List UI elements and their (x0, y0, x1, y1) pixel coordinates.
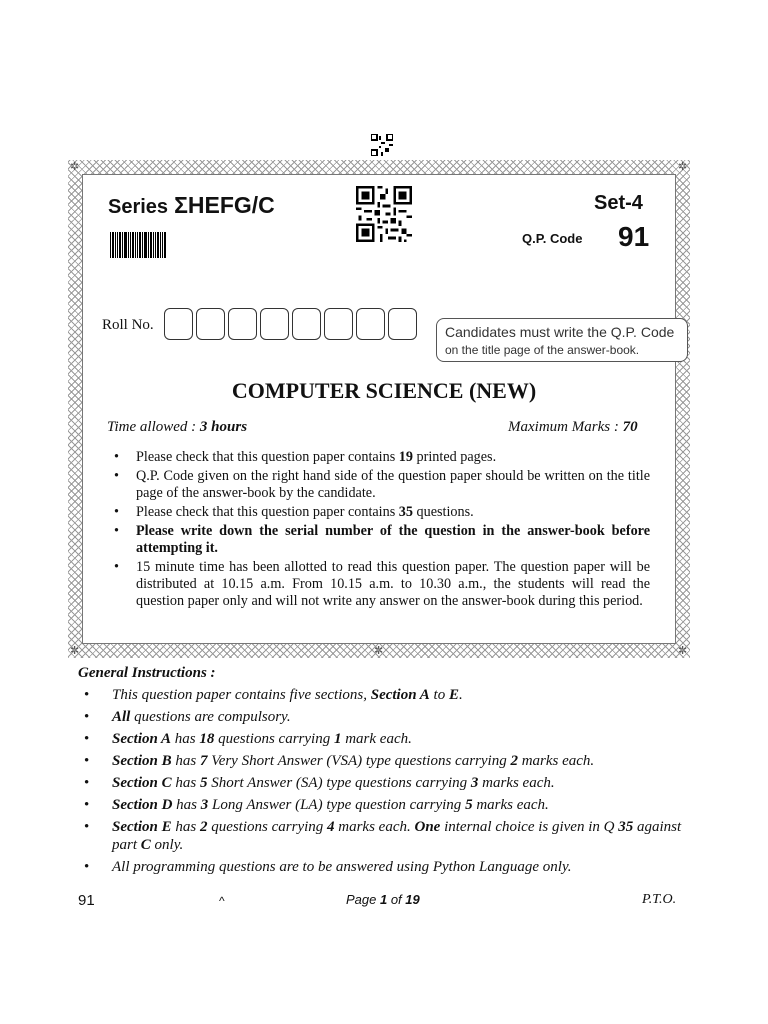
list-item: • All questions are compulsory. (82, 708, 692, 726)
list-item: • Please check that this question paper contains 35 questions. (110, 504, 650, 521)
roll-number-box[interactable] (324, 308, 353, 340)
series-code: ΣHEFG/C (174, 192, 275, 218)
roll-number-label: Roll No. (102, 317, 154, 333)
subject-title: COMPUTER SCIENCE (NEW) (231, 378, 537, 403)
roll-number-box[interactable] (260, 308, 289, 340)
list-item: • Section E has 2 questions carrying 4 marks each. One internal choice is given in Q 35 against part C only. (82, 818, 692, 854)
roll-number-box[interactable] (292, 308, 321, 340)
list-item: • Section D has 3 Long Answer (LA) type question carrying 5 marks each. (82, 796, 692, 814)
maximum-marks (508, 419, 638, 436)
qr-code-icon (356, 186, 412, 242)
cover-instructions (110, 449, 650, 612)
ornament-icon: ✲ (678, 160, 688, 173)
qp-code-label: Q.P. Code (522, 231, 583, 246)
roll-number-box[interactable] (356, 308, 385, 340)
roll-number-box[interactable] (228, 308, 257, 340)
roll-number-box[interactable] (164, 308, 193, 340)
series-label: Series (108, 196, 169, 218)
roll-number-box[interactable] (388, 308, 417, 340)
ornament-icon: ✲ (374, 644, 384, 657)
list-item: • Section C has 5 Short Answer (SA) type questions carrying 3 marks each. (82, 774, 692, 792)
series-line (108, 192, 275, 219)
list-item: • This question paper contains five sections, Section A to E. (82, 686, 692, 704)
list-item: • 15 minute time has been allotted to read this question paper. The question paper will be distributed at 10.15 a.m. From 10.15 a.m. to 10.30 a.m., the students will read the question paper only and will not write any answer on the answer-book during this period. (110, 559, 650, 610)
barcode-icon (110, 232, 166, 258)
roll-number-box[interactable] (196, 308, 225, 340)
note-line-2: on the title page of the answer-book. (445, 343, 640, 357)
ornament-icon: ✲ (70, 160, 80, 173)
marks-value: 70 (622, 419, 638, 435)
list-item: • Section A has 18 questions carrying 1 mark each. (82, 730, 692, 748)
page-indicator: Page 1 of 19 (346, 892, 420, 907)
time-value: 3 hours (199, 419, 248, 435)
list-item: • Section B has 7 Very Short Answer (VSA) type questions carrying 2 marks each. (82, 752, 692, 770)
ornament-icon: ✲ (678, 644, 688, 657)
qp-code-value: 91 (618, 221, 650, 252)
qp-code-note (436, 318, 688, 362)
general-instructions-title: General Instructions : (78, 665, 216, 681)
set-number: Set-4 (594, 192, 643, 214)
time-allowed (107, 419, 247, 436)
roll-number-boxes (164, 308, 420, 340)
list-item: • Q.P. Code given on the right hand side of the question paper should be written on the title page of the answer-book by the candidate. (110, 468, 650, 502)
time-label: Time allowed : (107, 419, 200, 435)
footer-caret: ^ (219, 894, 225, 908)
footer-qp-code: 91 (78, 892, 95, 909)
marks-label: Maximum Marks : (508, 419, 623, 435)
list-item: • Please check that this question paper contains 19 printed pages. (110, 449, 650, 466)
note-line-1: Candidates must write the Q.P. Code (445, 324, 675, 340)
list-item: • All programming questions are to be answered using Python Language only. (82, 858, 692, 876)
list-item: • Please write down the serial number of the question in the answer-book before attempting it. (110, 523, 650, 557)
general-instructions (82, 686, 692, 880)
ornament-icon: ✲ (70, 644, 80, 657)
qr-code-small-icon (371, 134, 393, 156)
pto-label: P.T.O. (642, 892, 677, 907)
